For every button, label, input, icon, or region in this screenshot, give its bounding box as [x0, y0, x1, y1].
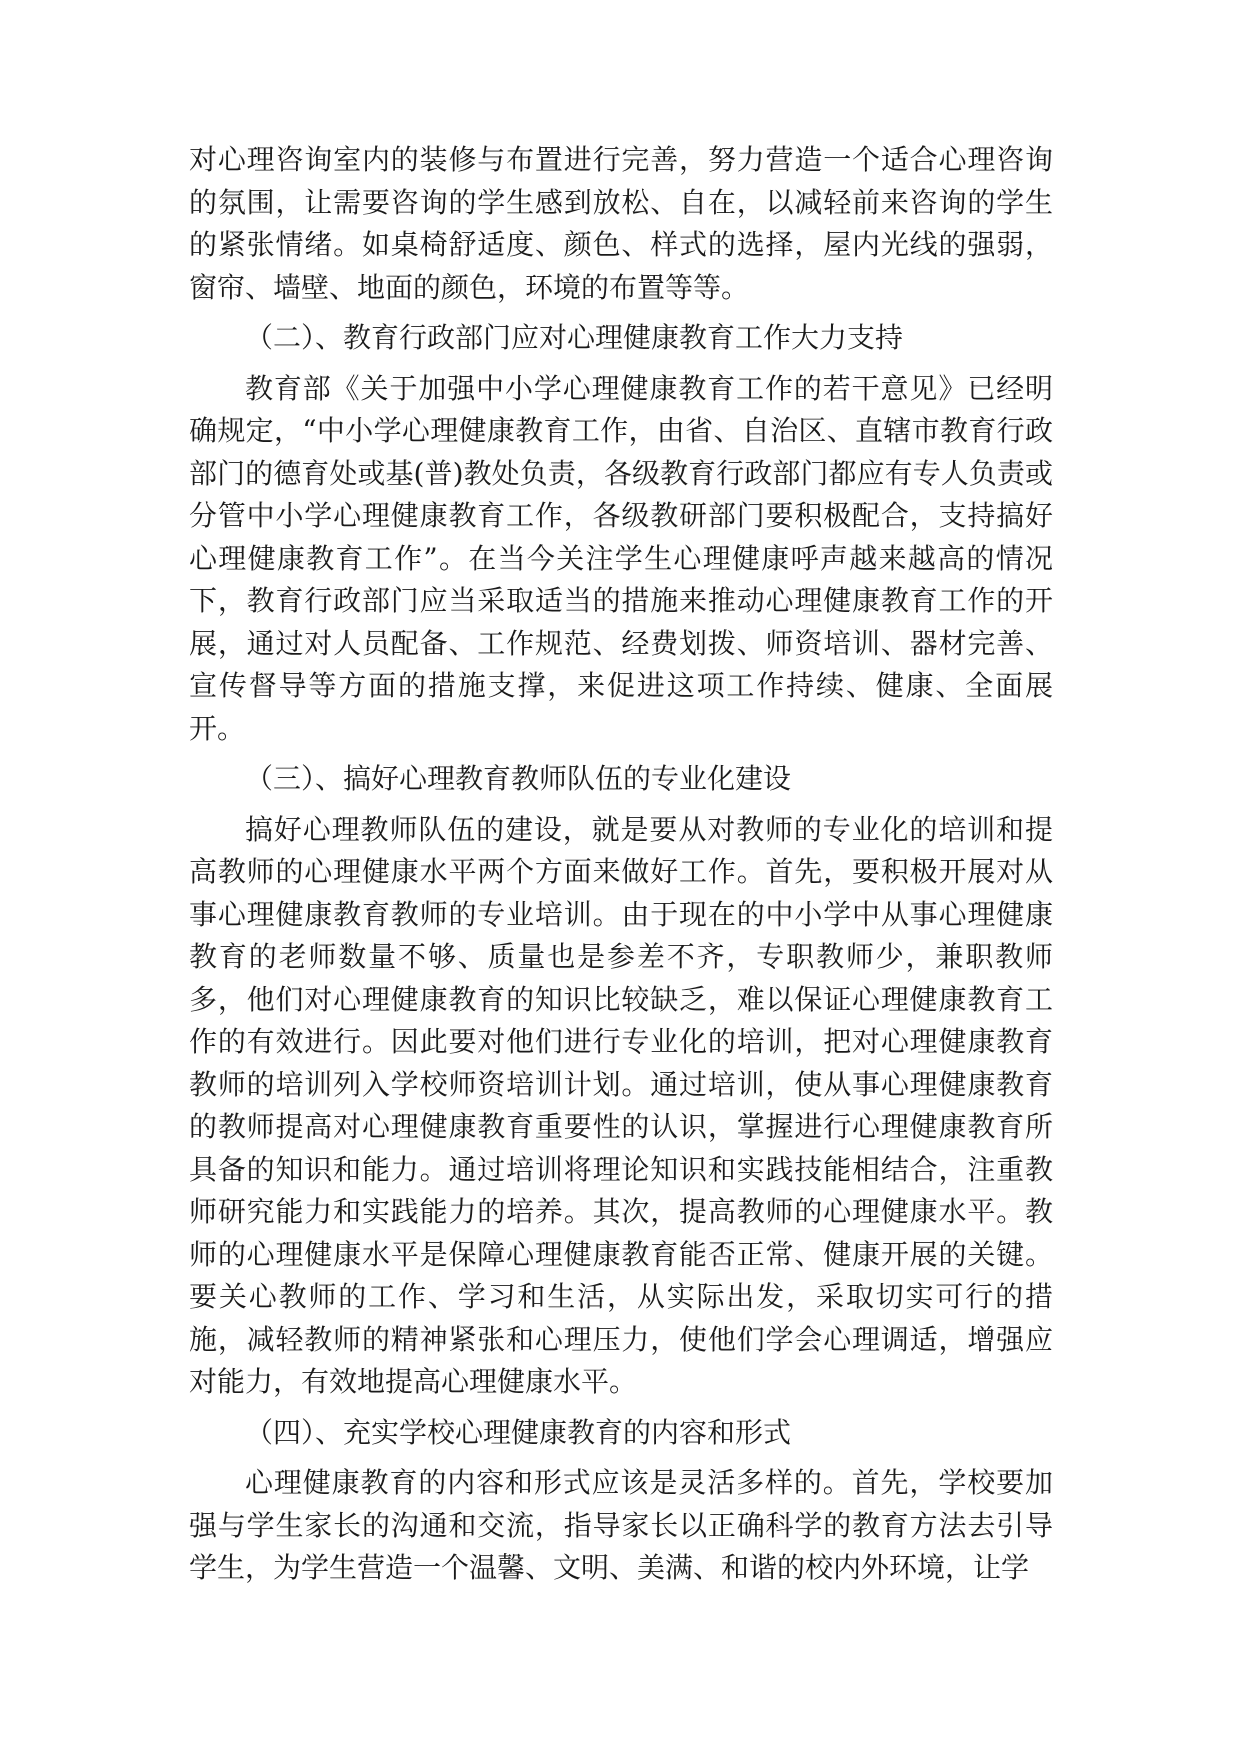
paragraph-content-forms: 心理健康教育的内容和形式应该是灵活多样的。首先，学校要加强与学生家长的沟通和交流，指导家长以正确科学的教育方法去引导学生，为学生营造一个温馨、文明、美满、和谐的校内外环境，让学	[189, 1466, 1053, 1584]
document-body	[189, 139, 1053, 1590]
paragraph-consultation-room: 对心理咨询室内的装修与布置进行完善，努力营造一个适合心理咨询的氛围，让需要咨询的学生感到放松、自在，以减轻前来咨询的学生的紧张情绪。如桌椅舒适度、颜色、样式的选择，屋内光线的强弱，窗帘、墙壁、地面的颜色，环境的布置等等。	[189, 143, 1053, 304]
paragraph-admin-support: 教育部《关于加强中小学心理健康教育工作的若干意见》已经明确规定，“中小学心理健康教育工作，由省、自治区、直辖市教育行政部门的德育处或基(普)教处负责，各级教育行政部门都应有专人负责或分管中小学心理健康教育工作，各级教研部门要积极配合，支持搞好心理健康教育工作”。在当今关注学生心理健康呼声越来越高的情况下，教育行政部门应当采取适当的措施来推动心理健康教育工作的开展，通过对人员配备、工作规范、经费划拨、师资培训、器材完善、宣传督导等方面的措施支撑，来促进这项工作持续、健康、全面展开。	[189, 371, 1053, 745]
section-heading-4: （四）、充实学校心理健康教育的内容和形式	[245, 1415, 792, 1449]
paragraph-teacher-team: 搞好心理教师队伍的建设，就是要从对教师的专业化的培训和提高教师的心理健康水平两个方面来做好工作。首先，要积极开展对从事心理健康教育教师的专业培训。由于现在的中小学中从事心理健康教育的老师数量不够、质量也是参差不齐，专职教师少，兼职教师多，他们对心理健康教育的知识比较缺乏，难以保证心理健康教育工作的有效进行。因此要对他们进行专业化的培训，把对心理健康教育教师的培训列入学校师资培训计划。通过培训，使从事心理健康教育的教师提高对心理健康教育重要性的认识，掌握进行心理健康教育所具备的知识和能力。通过培训将理论知识和实践技能相结合，注重教师研究能力和实践能力的培养。其次，提高教师的心理健康水平。教师的心理健康水平是保障心理健康教育能否正常、健康开展的关键。要关心教师的工作、学习和生活，从实际出发，采取切实可行的措施，减轻教师的精神紧张和心理压力，使他们学会心理调适，增强应对能力，有效地提高心理健康水平。	[189, 812, 1053, 1398]
section-heading-3: （三）、搞好心理教育教师队伍的专业化建设	[245, 762, 792, 795]
section-heading-2: （二）、教育行政部门应对心理健康教育工作大力支持	[245, 321, 904, 354]
